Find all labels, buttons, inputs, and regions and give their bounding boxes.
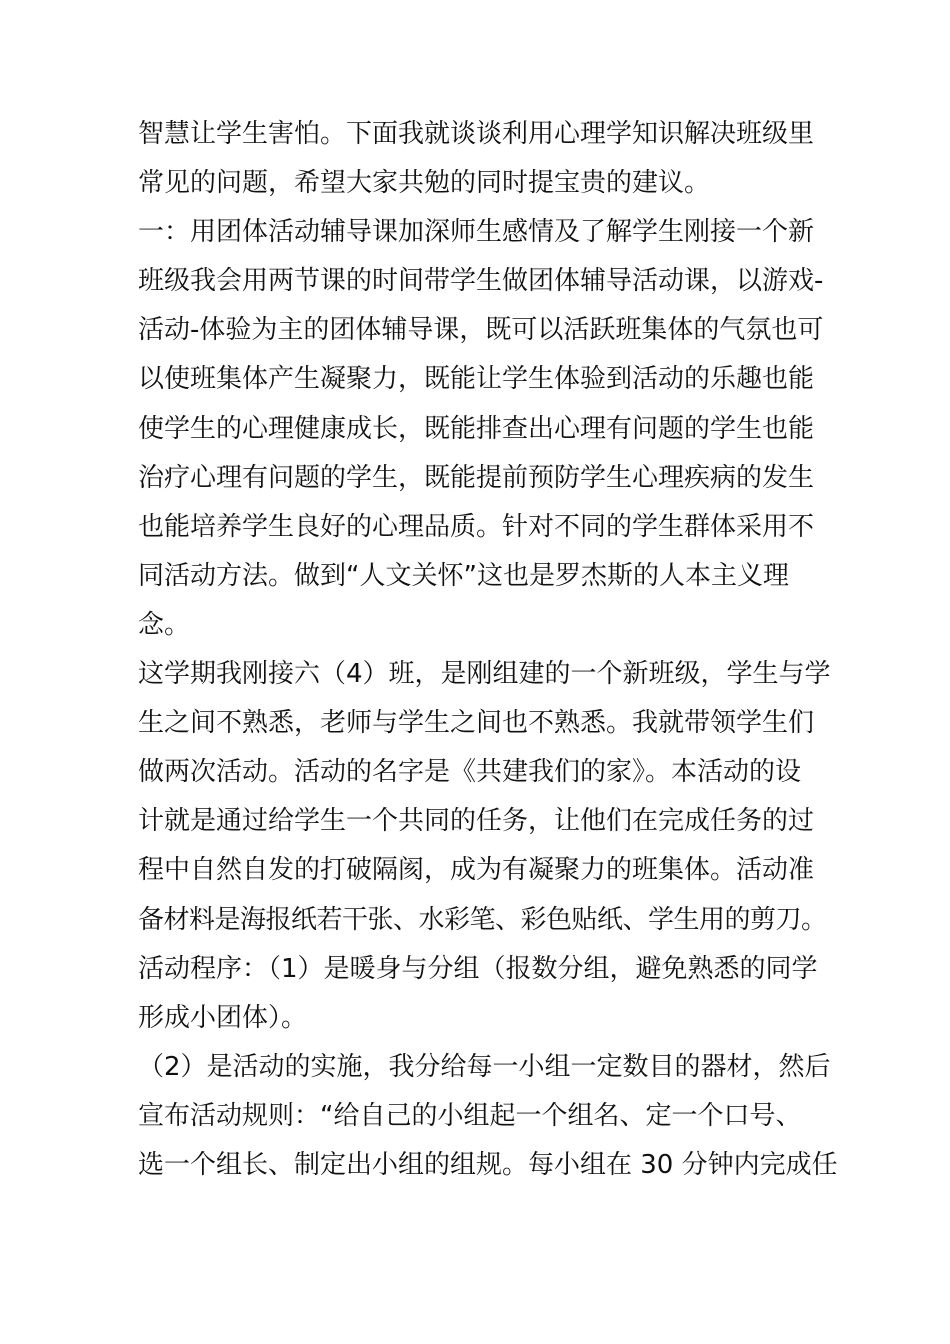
text-line: 念。 [138, 609, 191, 640]
text-line: 计就是通过给学生一个共同的任务，让他们在完成任务的过 [138, 806, 815, 837]
text-line: 生之间不熟悉，老师与学生之间也不熟悉。我就带领学生们 [138, 708, 815, 739]
text-line: 也能培养学生良好的心理品质。针对不同的学生群体采用不 [138, 511, 815, 542]
text-line: 常见的问题，希望大家共勉的同时提宝贵的建议。 [138, 168, 711, 199]
text-line: 做两次活动。活动的名字是《共建我们的家》。本活动的设 [138, 757, 802, 788]
text-line: 活动-体验为主的团体辅导课，既可以活跃班集体的气氛也可 [138, 315, 824, 346]
text-line: 使学生的心理健康成长，既能排查出心理有问题的学生也能 [138, 413, 815, 444]
text-line: 治疗心理有问题的学生，既能提前预防学生心理疾病的发生 [138, 462, 815, 493]
text-line: 形成小团体）。 [138, 1002, 308, 1033]
text-line: 活动程序：（1）是暖身与分组（报数分组，避免熟悉的同学 [138, 953, 818, 984]
text-line: （2）是活动的实施，我分给每一小组一定数目的器材，然后 [138, 1051, 831, 1082]
text-line: 这学期我刚接六（4）班，是刚组建的一个新班级，学生与学 [138, 659, 831, 690]
body-text [138, 110, 838, 1190]
text-line: 宣布活动规则：“给自己的小组起一个组名、定一个口号、 [138, 1100, 802, 1131]
text-line: 同活动方法。做到“人文关怀”这也是罗杰斯的人本主义理 [138, 560, 789, 591]
text-line: 备材料是海报纸若干张、水彩笔、彩色贴纸、学生用的剪刀。 [138, 904, 827, 935]
text-line: 以使班集体产生凝聚力，既能让学生体验到活动的乐趣也能 [138, 364, 815, 395]
text-line: 程中自然自发的打破隔阂，成为有凝聚力的班集体。活动准 [138, 855, 815, 886]
text-line: 一：用团体活动辅导课加深师生感情及了解学生刚接一个新 [138, 217, 815, 248]
text-line: 智慧让学生害怕。下面我就谈谈利用心理学知识解决班级里 [138, 119, 815, 149]
text-line: 班级我会用两节课的时间带学生做团体辅导活动课，以游戏- [138, 266, 824, 297]
text-line: 选一个组长、制定出小组的组规。每小组在 30 分钟内完成任 [138, 1149, 838, 1180]
